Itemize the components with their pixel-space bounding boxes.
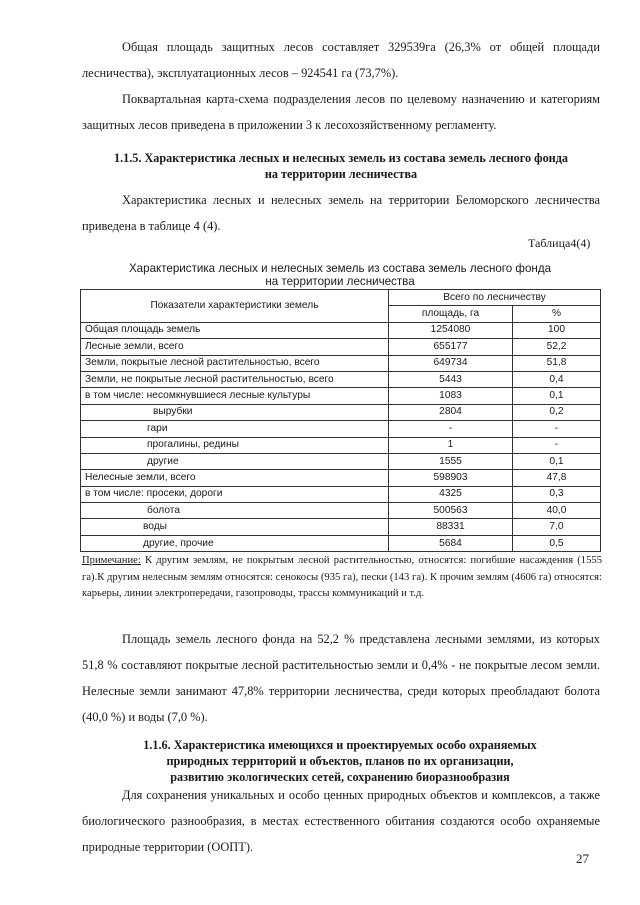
paragraph-land-summary: Площадь земель лесного фонда на 52,2 % представлена лесными землями, из которых 51,8 % составляют покрытые лесной растительностью земли и 0,4% - не покрытые лесом земли. Нелесные земли занимают 47,8% территории лесничества, среди которых преобладают болота (40,0 %) и воды (7,0 %). bbox=[82, 632, 600, 724]
table-row bbox=[81, 486, 601, 502]
row-area: - bbox=[389, 421, 513, 437]
paragraph-protective-forests: Общая площадь защитных лесов составляет 329539га (26,3% от общей площади лесничества), эксплуатационных лесов – 924541 га (73,7%). bbox=[82, 40, 600, 80]
table-row bbox=[81, 470, 601, 486]
row-pct: 0,5 bbox=[513, 535, 601, 551]
row-pct: 7,0 bbox=[513, 519, 601, 535]
row-pct: 0,2 bbox=[513, 404, 601, 420]
table-row bbox=[81, 339, 601, 355]
table-row bbox=[81, 503, 601, 519]
table-title-line: на территории лесничества bbox=[265, 275, 415, 288]
row-label: в том числе: несомкнувшиеся лесные культуры bbox=[81, 388, 389, 404]
table-row bbox=[81, 404, 601, 420]
row-area: 1083 bbox=[389, 388, 513, 404]
paragraph-oopt: Для сохранения уникальных и особо ценных природных объектов и комплексов, а также биологического разнообразия, в местах естественного обитания создаются особо охраняемые природные территории (ООПТ). bbox=[82, 788, 600, 854]
heading-line: на территории лесничества bbox=[264, 167, 418, 181]
table-caption: Таблица4(4) bbox=[528, 236, 591, 250]
heading-line: развитию экологических сетей, сохранению биоразнообразия bbox=[170, 770, 510, 784]
row-pct: - bbox=[513, 437, 601, 453]
row-area: 5684 bbox=[389, 535, 513, 551]
table-row bbox=[81, 453, 601, 469]
land-characteristics-table bbox=[80, 289, 601, 552]
row-area: 655177 bbox=[389, 339, 513, 355]
section-heading-1-1-5 bbox=[82, 150, 600, 182]
row-area: 88331 bbox=[389, 519, 513, 535]
row-pct: 51,8 bbox=[513, 355, 601, 371]
row-pct: 100 bbox=[513, 322, 601, 338]
row-pct: 0,1 bbox=[513, 453, 601, 469]
page-number: 27 bbox=[576, 851, 589, 866]
row-label: вырубки bbox=[81, 404, 389, 420]
row-area: 5443 bbox=[389, 371, 513, 387]
note-label: Примечание: bbox=[82, 555, 141, 566]
section-heading-1-1-6 bbox=[110, 737, 570, 785]
table-row bbox=[81, 371, 601, 387]
table-row bbox=[81, 322, 601, 338]
table-title-line: Характеристика лесных и нелесных земель из состава земель лесного фонда bbox=[128, 262, 552, 275]
row-label: в том числе: просеки, дороги bbox=[81, 486, 389, 502]
table-row bbox=[81, 519, 601, 535]
row-pct: - bbox=[513, 421, 601, 437]
note-text: К другим землям, не покрытым лесной растительностью, относятся: погибшие насаждения (1555 га).К другим нелесным землям относятся: сенокосы (935 га), пески (143 га). К прочим землям (4606 га) относятся: карьеры, линии электропередачи, газопроводы, трассы коммуникаций и т.д. bbox=[82, 555, 602, 599]
row-label: прогалины, редины bbox=[81, 437, 389, 453]
row-pct: 0,1 bbox=[513, 388, 601, 404]
heading-line: 1.1.6. Характеристика имеющихся и проектируемых особо охраняемых bbox=[143, 738, 537, 752]
header-area: площадь, га bbox=[389, 306, 513, 322]
row-area: 1 bbox=[389, 437, 513, 453]
row-pct: 40,0 bbox=[513, 503, 601, 519]
row-area: 500563 bbox=[389, 503, 513, 519]
table-row bbox=[81, 437, 601, 453]
paragraph-map-scheme: Поквартальная карта-схема подразделения лесов по целевому назначению и категориям защитных лесов приведена в приложении 3 к лесохозяйственному регламенту. bbox=[82, 92, 600, 132]
table-row bbox=[81, 355, 601, 371]
row-label: гари bbox=[81, 421, 389, 437]
table-row bbox=[81, 421, 601, 437]
row-label: другие, прочие bbox=[81, 535, 389, 551]
row-label: другие bbox=[81, 453, 389, 469]
row-label: Земли, не покрытые лесной растительностью, всего bbox=[81, 371, 389, 387]
row-label: Общая площадь земель bbox=[81, 322, 389, 338]
row-label: Земли, покрытые лесной растительностью, всего bbox=[81, 355, 389, 371]
table-note bbox=[82, 553, 602, 603]
row-area: 598903 bbox=[389, 470, 513, 486]
row-area: 4325 bbox=[389, 486, 513, 502]
row-label: воды bbox=[81, 519, 389, 535]
row-pct: 52,2 bbox=[513, 339, 601, 355]
header-indicator: Показатели характеристики земель bbox=[81, 290, 389, 323]
row-area: 2804 bbox=[389, 404, 513, 420]
row-pct: 0,3 bbox=[513, 486, 601, 502]
row-label: Нелесные земли, всего bbox=[81, 470, 389, 486]
header-pct: % bbox=[513, 306, 601, 322]
row-label: болота bbox=[81, 503, 389, 519]
row-pct: 0,4 bbox=[513, 371, 601, 387]
paragraph-table-intro: Характеристика лесных и нелесных земель на территории Беломорского лесничества приведена в таблице 4 (4). bbox=[82, 193, 600, 233]
row-pct: 47,8 bbox=[513, 470, 601, 486]
table-row bbox=[81, 535, 601, 551]
table-row bbox=[81, 388, 601, 404]
row-label: Лесные земли, всего bbox=[81, 339, 389, 355]
heading-line: природных территорий и объектов, планов по их организации, bbox=[166, 754, 514, 768]
row-area: 649734 bbox=[389, 355, 513, 371]
heading-line: 1.1.5. Характеристика лесных и нелесных земель из состава земель лесного фонда bbox=[114, 151, 568, 165]
table-title bbox=[120, 262, 560, 288]
row-area: 1254080 bbox=[389, 322, 513, 338]
row-area: 1555 bbox=[389, 453, 513, 469]
header-total: Всего по лесничеству bbox=[389, 290, 601, 306]
